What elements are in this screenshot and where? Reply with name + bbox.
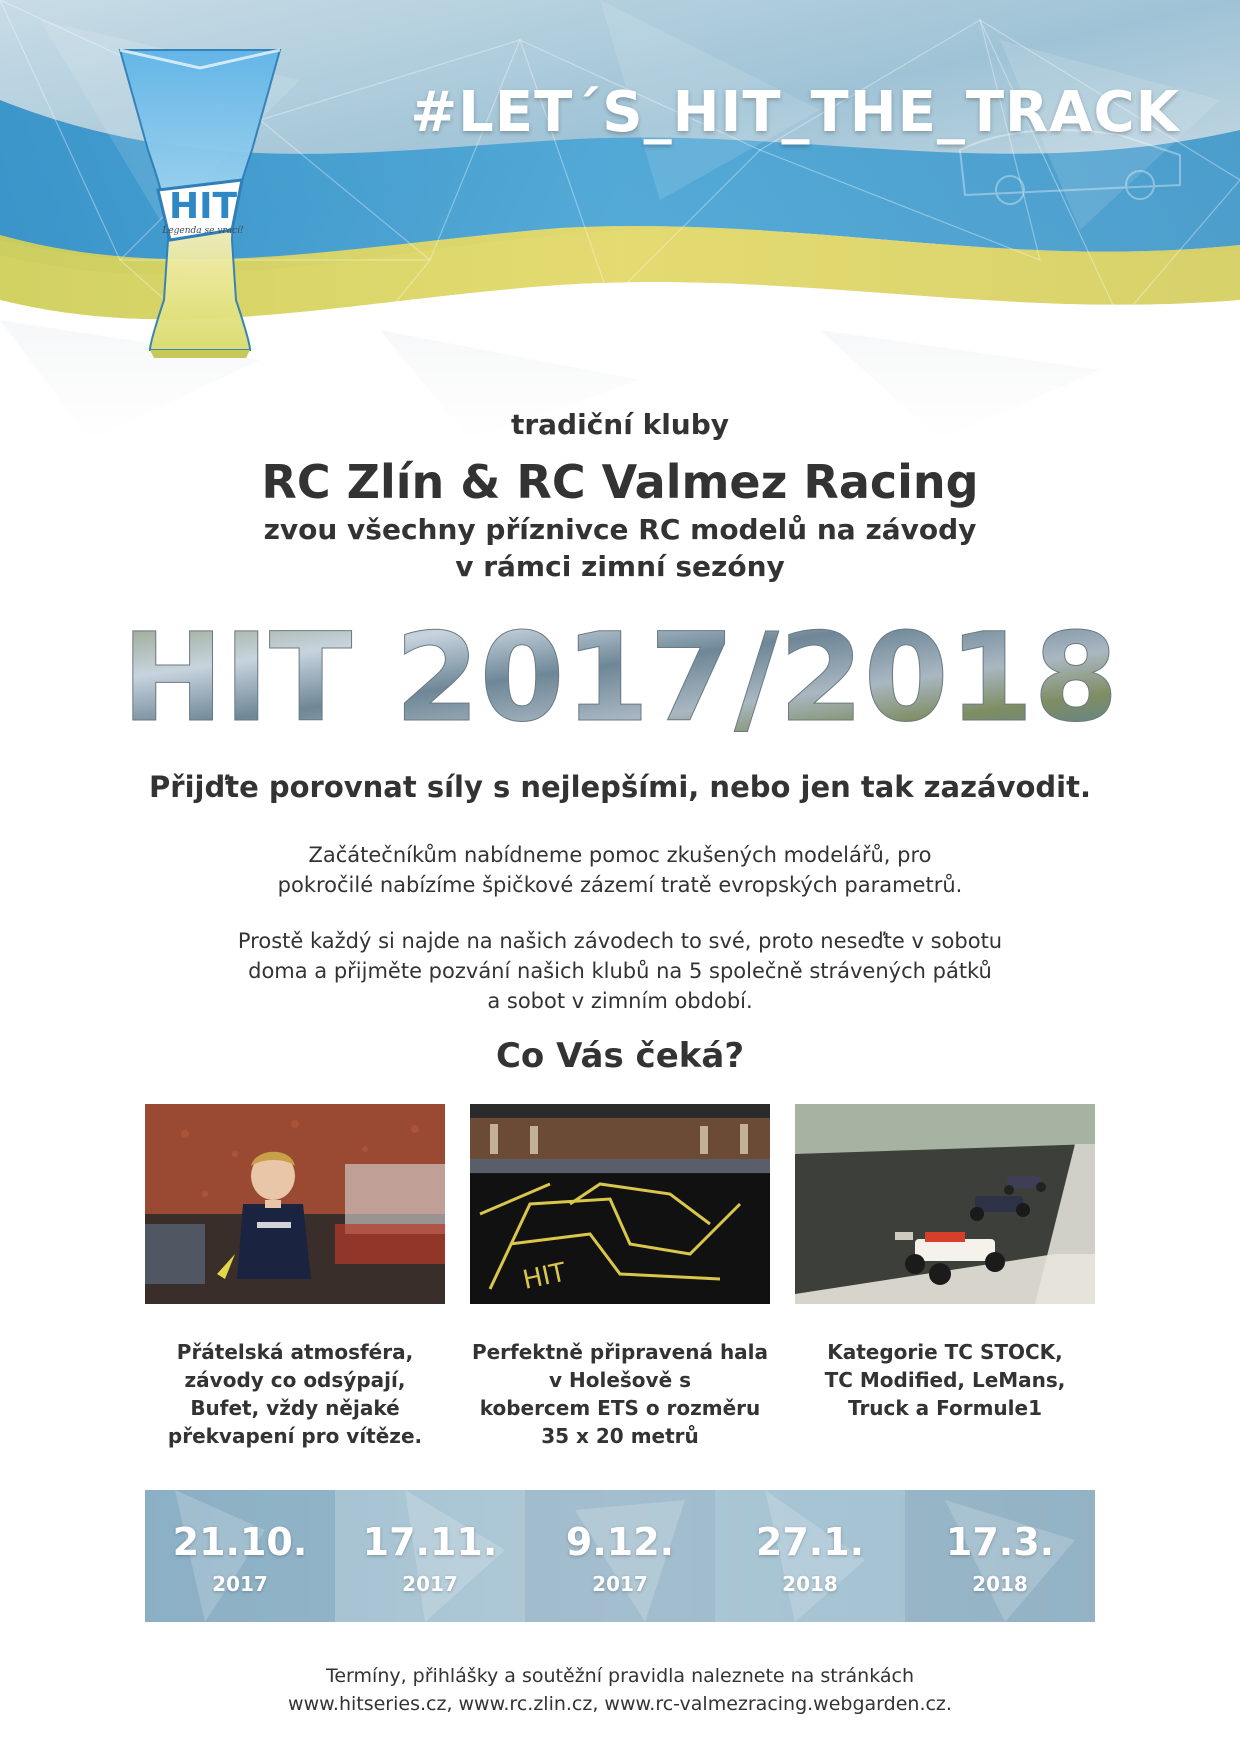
race-dates-band [145, 1490, 1095, 1622]
section-title: Co Vás čeká? [495, 1036, 745, 1076]
feature-caption-3 [785, 1338, 1105, 1422]
date-1 [145, 1490, 335, 1622]
date-5-year: 2018 [972, 1572, 1028, 1596]
clubs-heading: RC Zlín & RC Valmez Racing [261, 455, 979, 509]
paragraph-1 [0, 840, 1240, 900]
svg-text:HIT 2017/2018: HIT 2017/2018 [121, 612, 1119, 742]
footer-links[interactable]: www.hitseries.cz, www.rc.zlin.cz, www.rc-valmezracing.webgarden.cz. [288, 1693, 952, 1715]
feature-3-line-2: TC Modified, LeMans, [824, 1368, 1066, 1392]
date-2 [335, 1490, 525, 1622]
date-2-year: 2017 [402, 1572, 458, 1596]
date-4-day: 27.1. [755, 1520, 865, 1564]
date-4-year: 2018 [782, 1572, 838, 1596]
intro-kicker: tradiční kluby [510, 408, 730, 441]
feature-2-line-3: kobercem ETS o rozměru [479, 1396, 761, 1420]
feature-3-line-1: Kategorie TC STOCK, [827, 1340, 1063, 1364]
svg-text:HIT: HIT [520, 1257, 569, 1296]
feature-caption-1 [135, 1338, 455, 1450]
hit-logo-text: HIT [168, 186, 238, 227]
event-title [0, 612, 1240, 742]
date-4 [715, 1490, 905, 1622]
date-3 [525, 1490, 715, 1622]
intro-line-2: v rámci zimní sezóny [455, 550, 785, 583]
feature-1-line-2: závody co odsýpají, [184, 1368, 406, 1392]
date-3-day: 9.12. [565, 1520, 675, 1564]
date-5 [905, 1490, 1095, 1622]
feature-2-line-4: 35 x 20 metrů [541, 1424, 699, 1448]
photo-formula-cars [795, 1104, 1095, 1304]
feature-1-line-1: Přátelská atmosféra, [176, 1340, 414, 1364]
feature-1-line-3: Bufet, vždy nějaké [190, 1396, 400, 1420]
date-5-day: 17.3. [945, 1520, 1055, 1564]
paragraph-2-line-1: Prostě každý si najde na našich závodech to své, proto neseďte v sobotu [237, 929, 1003, 953]
hashtag-headline: #LET´S_HIT_THE_TRACK [410, 80, 1180, 145]
date-3-year: 2017 [592, 1572, 648, 1596]
feature-3-line-3: Truck a Formule1 [848, 1396, 1042, 1420]
feature-2-line-2: v Holešově s [548, 1368, 691, 1392]
feature-2-line-1: Perfektně připravená hala [471, 1340, 769, 1364]
footer-line-1: Termíny, přihlášky a soutěžní pravidla naleznete na stránkách [325, 1665, 914, 1687]
date-1-day: 21.10. [172, 1520, 308, 1564]
hit-logo [158, 188, 248, 248]
paragraph-2-line-2: doma a přijměte pozvání našich klubů na 5 společně strávených pátků [248, 959, 992, 983]
paragraph-1-line-1: Začátečníkům nabídneme pomoc zkušených modelářů, pro [308, 843, 932, 867]
paragraph-2 [0, 926, 1240, 1016]
photo-boy-at-track [145, 1104, 445, 1304]
footer [0, 1662, 1240, 1718]
photo-race-hall [470, 1104, 770, 1304]
feature-caption-2 [460, 1338, 780, 1450]
feature-1-line-4: překvapení pro vítěze. [167, 1424, 423, 1448]
date-2-day: 17.11. [362, 1520, 498, 1564]
paragraph-1-line-2: pokročilé nabízíme špičkové zázemí tratě evropských parametrů. [277, 873, 963, 897]
date-1-year: 2017 [212, 1572, 268, 1596]
tagline: Přijďte porovnat síly s nejlepšími, nebo jen tak zazávodit. [149, 770, 1091, 804]
paragraph-2-line-3: a sobot v zimním období. [487, 989, 753, 1013]
hit-logo-tagline: Legenda se vrací! [162, 226, 244, 236]
intro-line-1: zvou všechny příznivce RC modelů na závody [263, 513, 977, 546]
